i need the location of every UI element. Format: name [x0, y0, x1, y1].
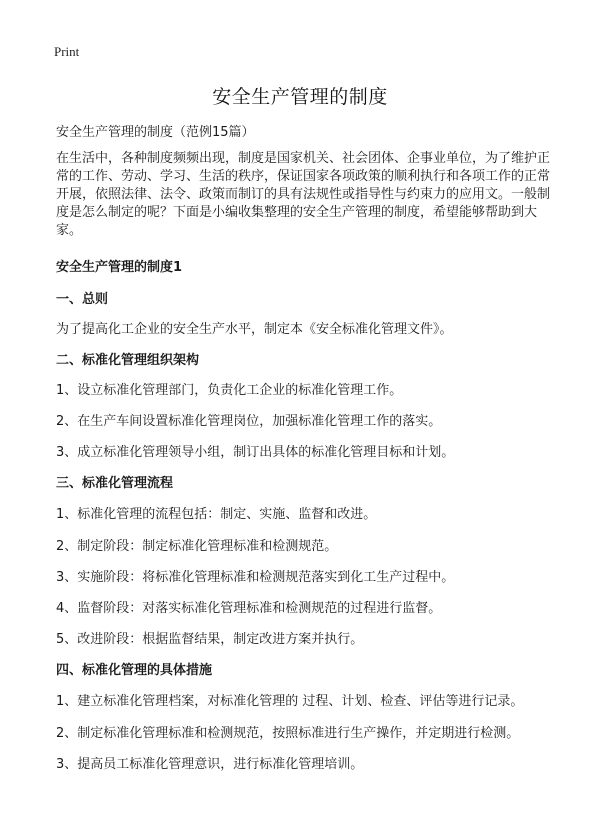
intro-paragraph: 在生活中，各种制度频频出现，制度是国家机关、社会团体、企事业单位，为了维护正常的工作、劳动、学习、生活的秩序，保证国家各项政策的顺利执行和各项工作的正常开展，依照法律、法令、政策而制订的具有法规性或指导性与约束力的应用文。一般制度是怎么制定的呢？下面是小编收集整理的安全生产管理的制度，希望能够帮助到大家。: [56, 151, 551, 238]
paragraph-item: 3、实施阶段：将标准化管理标准和检测规范落实到化工生产过程中。: [56, 570, 455, 585]
paragraph-item: 1、设立标准化管理部门，负责化工企业的标准化管理工作。: [56, 383, 403, 398]
paragraph-item: 1、建立标准化管理档案，对标准化管理的 过程、计划、检查、评估等进行记录。: [56, 694, 524, 709]
heading-measures: 四、标准化管理的具体措施: [56, 663, 213, 678]
paragraph-item: 3、成立标准化管理领导小组，制订出具体的标准化管理目标和计划。: [56, 445, 455, 460]
heading-org-structure: 二、标准化管理组织架构: [56, 353, 200, 368]
paragraph-item: 2、在生产车间设置标准化管理岗位，加强标准化管理工作的落实。: [56, 414, 442, 429]
paragraph-item: 为了提高化工企业的安全生产水平，制定本《安全标准化管理文件》。: [56, 322, 453, 337]
heading-general: 一、总则: [56, 292, 109, 307]
heading-process: 三、标准化管理流程: [56, 476, 174, 491]
paragraph-item: 2、制定标准化管理标准和检测规范，按照标准进行生产操作，并定期进行检测。: [56, 726, 520, 741]
print-link[interactable]: Print: [54, 44, 80, 59]
section-title: 安全生产管理的制度1: [56, 260, 183, 275]
paragraph-item: 4、监督阶段：对落实标准化管理标准和检测规范的过程进行监督。: [56, 601, 442, 616]
page-title: 安全生产管理的制度: [212, 86, 388, 108]
document-subtitle: 安全生产管理的制度（范例15篇）: [56, 125, 255, 140]
paragraph-item: 1、标准化管理的流程包括：制定、实施、监督和改进。: [56, 507, 377, 522]
paragraph-item: 3、提高员工标准化管理意识，进行标准化管理培训。: [56, 757, 364, 772]
paragraph-item: 2、制定阶段：制定标准化管理标准和检测规范。: [56, 539, 338, 554]
paragraph-item: 5、改进阶段：根据监督结果，制定改进方案并执行。: [56, 632, 364, 647]
